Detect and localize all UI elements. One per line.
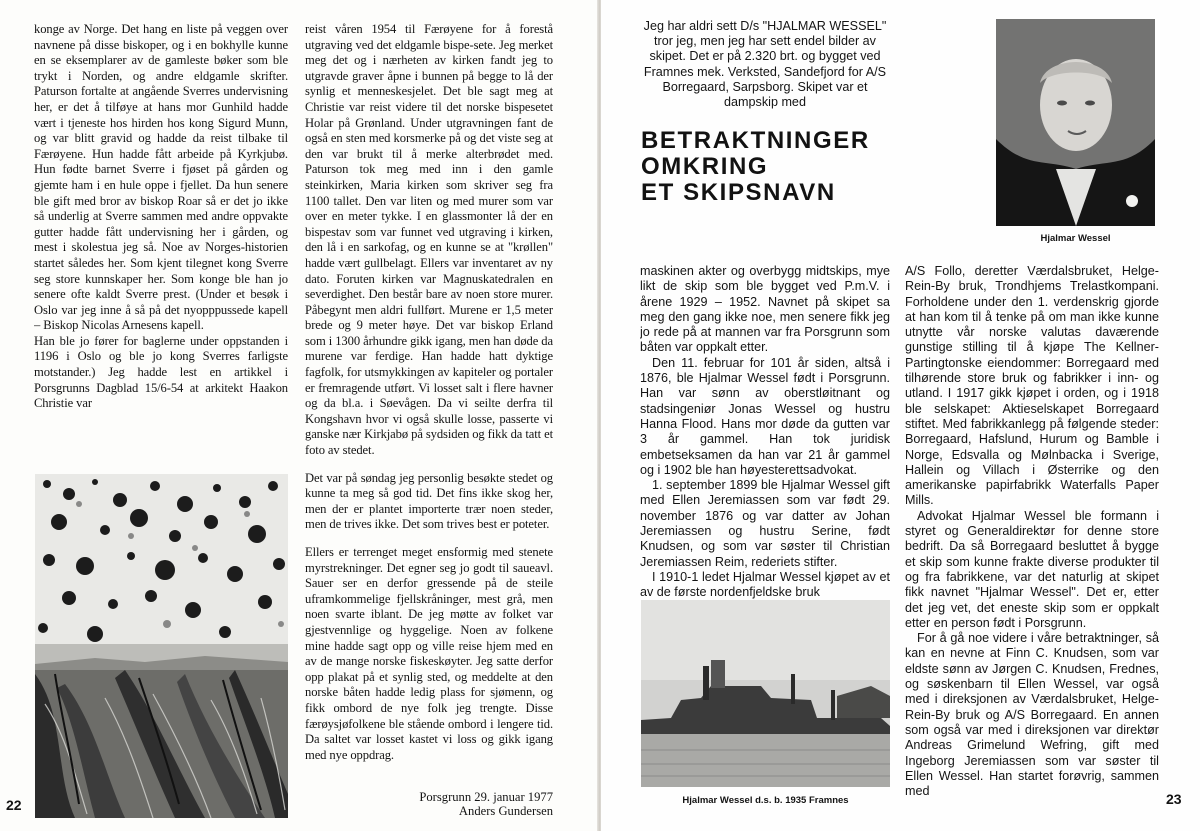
paragraph: Den 11. februar for 101 år siden, altså i 1876, ble Hjalmar Wessel født i Porsgrunn. Han var sønn av oberstløitnant og stadsingeniør Jonas Wessel og hustru Hanna Flood. Hans mor døde da gutten var 3 år gammel. Han tok juridisk embetseksamen da han var 21 år gammel og i 1902 ble han høyesterettsadvokat. <box>640 355 890 477</box>
signature-name: Anders Gundersen <box>458 804 553 818</box>
page-number-right: 23 <box>1166 791 1182 807</box>
paragraph: Han ble jo fører for baglerne under oppstanden i 1196 i Oslo og ble jo kong Sverres farligste motstander.) Jeg hadde lest en artikkel i Porsgrunns Dagblad 15/6-54 at arkitekt Haakon Christie var <box>34 333 288 411</box>
right-page-column-2 <box>905 264 1159 799</box>
signature-place-date: Porsgrunn 29. januar 1977 <box>419 790 553 804</box>
article-intro <box>640 19 890 110</box>
ship-caption: Hjalmar Wessel d.s. b. 1935 Framnes <box>682 795 849 806</box>
paragraph: Det var på søndag jeg personlig besøkte stedet og kunne ta meg så god tid. Det fins ikke skog her, men der er plantet importerte trær noen steder, men de trives ikke. Det som trives best er poteter. <box>305 470 553 532</box>
paragraph: maskinen akter og overbygg midtskips, mye likt de skip som ble bygget ved P.m.V. i årene 1929 – 1952. Navnet på skipet sa meg den gang ikke noe, men senere fikk jeg jo rede på at mannen var fra Porsgrunn som båten var oppkalt etter. <box>640 264 890 355</box>
paragraph-gap <box>305 459 553 471</box>
paragraph: Advokat Hjalmar Wessel ble formann i styret og Generaldirektør for denne store bedrift. Da så Borregaard besluttet å bygge et skip som kunne frakte diverse produkter til og fra fabrikkene, var det naturlig at skipet fikk navnet "Hjalmar Wessel". Det er, etter det jeg vet, det eneste skip som er oppkalt etter en person født i Porsgrunn. <box>905 508 1159 630</box>
headline-line: ET SKIPSNAVN <box>641 179 836 206</box>
portrait-caption: Hjalmar Wessel <box>1040 233 1111 244</box>
paragraph: For å gå noe videre i våre betraktninger, så kan en nevne at Finn C. Knudsen, som var eldste sønn av Jørgen C. Knudsen, Frednes, og søskenbarn til Ellen Wessel, var også med i direksjonen av Værdalsbruket, Helge-Rein-By bruk og A/S Borregaard. En annen som også var med i direksjonen var direktør Andreas Grimelund Wefring, gift med Ingeborg Jeremiassen som var søster til Ellen Wessel. Han startet forøvrig, sammen med <box>905 631 1159 799</box>
paragraph: Ellers er terrenget meget ensformig med stenete myrstrekninger. Det egner seg jo godt til saueavl. Sauer ser en derfor gressende på de steile uframkommelige fjellskråninger, mest grå, men noen svarte iblant. De jeg møtte av folket var gjestvennlige og hyggelige. Noen av folkene mine hadde sagt opp og ville reise hjem med en av de mange norske fiskeskøyter. Jeg satte derfor opp plakat på et synlig sted, og meddelte at den norske båten hadde ledig plass for sjømenn, og fikk ombord de nye folk jeg trengte. Disse færøysjøfolkene ble stående ombord i lengere tid. Da saltet var losset kastet vi loss og gikk igang med nye oppdrag. <box>305 545 553 762</box>
left-page-column-2 <box>305 22 553 763</box>
headline-line: BETRAKTNINGER <box>641 127 870 154</box>
paragraph-gap <box>305 533 553 545</box>
signature <box>305 790 553 818</box>
paragraph: Jeg har aldri sett D/s "HJALMAR WESSEL" tror jeg, men jeg har sett endel bilder av skipet. Det er på 2.320 brt. og bygget ved Framnes mek. Verksted, Sandefjord for A/S Borregaard, Sarpsborg. Skipet var et dampskip med <box>643 19 887 110</box>
article-headline <box>641 128 941 206</box>
paragraph: reist våren 1954 til Færøyene for å forestå utgraving ved det eldgamle bispe-sete. Jeg merket meg det og i nærheten av kirken fandt jeg to utgravde graver åpne i bunnen på begge to lå der synlig et menneskesjelet. Det ble sagt meg at Christie var reist videre til det norske bispesetet Holar på Grønland. Under utgravningen fant de også en sten med korsmerke på og det viste seg at den var brukt til å merke alterbrødet med. Paturson tok meg med inn i den gamle steinkirken, Maria kirken som skriver seg fra 1100 tallet. Den var liten og med murer som var over en meter tykke. I en glassmonter lå der en bispestav som var funnet ved utgraving i kirken, den lå i en sarkofag, og en kunne se at "krøllen" hadde vært gullbelagt. Ellers var inventaret av ny dato. Foruten kirken var Magnuskatedralen en severdighet. Den består bare av noen store murer. Påbegynt men aldri fullført. Murene er 1,5 meter brede og 9 meter høye. Det var biskop Erland som i 1300 århundre gikk igang, men han døde da murene var ferdige. Han hadde hatt dyktige fagfolk, for utsmykkingen av kapiteler og portaler er fremragende utført. Vi losset salt i flere havner og da bl.a. i Søevågen. Da vi seilte derfra til Kongshavn hvor vi også skulle losse, passerte vi ganske nær Kirkjabø på sydsiden og fikk da tatt et foto av stedet. <box>305 22 553 458</box>
left-page-column-1 <box>34 22 288 412</box>
paragraph: I 1910-1 ledet Hjalmar Wessel kjøpet av et av de første nordenfjeldske bruk <box>640 569 890 600</box>
page-number-left: 22 <box>6 797 22 813</box>
headline-line: OMKRING <box>641 153 769 180</box>
portrait-photo <box>996 19 1155 226</box>
landscape-illustration <box>35 474 288 818</box>
paragraph: konge av Norge. Det hang en liste på veggen over navnene på disse biskoper, og i en bokhylle kunne en se eksemplarer av de gamleste bøker som ble trykt i Norden, og andre eldgamle skrifter. Paturson fortalte at angående Sverres undervisning her, er det å tilføye at hans mor Gunhild hadde vært i tjeneste hos hirden hos kong Sigurd Munn, og var blitt gravid og hadde da reist tilbake til Færøyene. Hun hadde fått arbeide på Kyrkjubø. Hun fødte barnet Sverre i fjøset på gården og gjemte ham i en hule oppe i fjellet. Da hun senere ble gift med bror av biskop Roar så er det jo ikke så underlig at Sverre sammen med andre oppvakte gutter hadde fått undervisning her i gården, og mest i skolestua jeg så. Noe av Norges-historien startet således her. Som kjent tilegnet kong Sverre seg store kunnskaper her. Som konge ble han jo senere ofte kaldt Sverre prest. (Under et besøk i Oslo var jeg inne å så på det nyopppussede kapell – Biskop Nicolas Arnesens kapell. <box>34 22 288 333</box>
paragraph: A/S Follo, deretter Værdalsbruket, Helge-Rein-By bruk, Trondhjems Trelastkompani. Forholdene under den 1. verdenskrig gjorde at han kom til å tenke på om man ikke kunne utnytte vår norske valutas daværende gunstige stilling til å kjøpe The Kellner-Partingtonske eiendommer: Borregaard med tilhørende store bruk og fabrikker i inn- og utland. I 1917 gikk kjøpet i orden, og i 1918 ble selskapet: Aktieselskapet Borregaard stiftet. Med fabrikkanlegg på følgende steder: Borregaard, Hafslund, Hurum og Bamble i Norge, Edsvalla og Mølnbacka i Sverige, Hallein og Villach i Østerrike og den amerikanske papirfabrikk Waterfalls Paper Mills. <box>905 264 1159 508</box>
paragraph: 1. september 1899 ble Hjalmar Wessel gift med Ellen Jeremiassen som var født 29. november 1876 og var datter av Johan Jeremiassen og hustru Serine, født Knudsen, og som var søster til Christian Jeremiassen Reim, rederiets stifter. <box>640 478 890 569</box>
right-page-column-1 <box>640 264 890 601</box>
ship-photo <box>641 600 890 787</box>
